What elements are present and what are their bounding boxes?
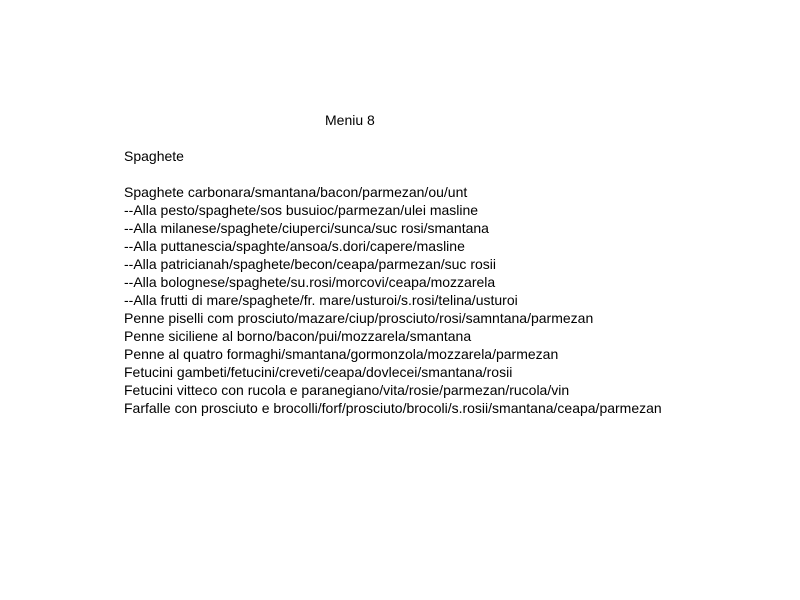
menu-item: --Alla bolognese/spaghete/su.rosi/morcovi/ceapa/mozzarela — [124, 274, 496, 290]
menu-item: --Alla patricianah/spaghete/becon/ceapa/parmezan/suc rosii — [124, 256, 496, 272]
menu-item: Spaghete carbonara/smantana/bacon/parmezan/ou/unt — [124, 184, 468, 200]
menu-item: Fetucini vitteco con rucola e paranegiano/vita/rosie/parmezan/rucola/vin — [124, 382, 570, 398]
menu-item: Farfalle con prosciuto e brocolli/forf/prosciuto/brocoli/s.rosii/smantana/ceapa/parmezan — [124, 400, 662, 416]
section-heading: Spaghete — [124, 148, 184, 164]
menu-title: Meniu 8 — [325, 112, 375, 128]
menu-item: --Alla milanese/spaghete/ciuperci/sunca/suc rosi/smantana — [124, 220, 489, 236]
menu-item: --Alla pesto/spaghete/sos busuioc/parmezan/ulei masline — [124, 202, 479, 218]
menu-item: --Alla puttanescia/spaghte/ansoa/s.dori/capere/masline — [124, 238, 465, 254]
menu-item: Fetucini gambeti/fetucini/creveti/ceapa/dovlecei/smantana/rosii — [124, 364, 513, 380]
menu-item: Penne siciliene al borno/bacon/pui/mozzarela/smantana — [124, 328, 472, 344]
menu-item: Penne al quatro formaghi/smantana/gormonzola/mozzarela/parmezan — [124, 346, 559, 362]
menu-item: Penne piselli com prosciuto/mazare/ciup/prosciuto/rosi/samntana/parmezan — [124, 310, 594, 326]
menu-item-list — [124, 183, 662, 417]
menu-item: --Alla frutti di mare/spaghete/fr. mare/usturoi/s.rosi/telina/usturoi — [124, 292, 518, 308]
